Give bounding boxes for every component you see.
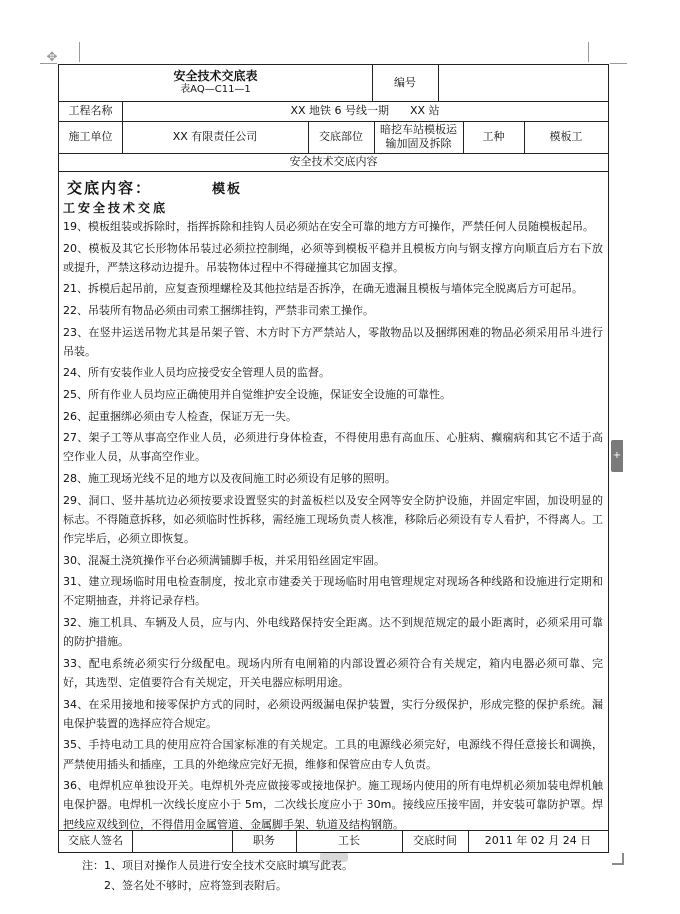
- presenter-signature-field[interactable]: [132, 830, 232, 852]
- project-name-label: 工程名称: [68, 104, 113, 117]
- table-notes: [82, 856, 353, 896]
- list-item: 19、模板组装或拆除时，指挥拆除和挂钩人员必须站在安全可靠的地方方可操作，严禁任何人员随模板起吊。: [63, 220, 594, 233]
- list-item: 27、架子工等从事高空作业人员，必须进行身体检查，不得使用患有高血压、心脏病、癫痫病和其它不适于高空作业人员，从事高空作业。: [63, 431, 603, 464]
- list-item: 21、拆模后起吊前，应复查预埋螺栓及其他拉结是否拆净，在确无遗漏且模板与墙体完全脱离后方可起吊。: [63, 282, 583, 296]
- expand-tab-icon[interactable]: +: [611, 440, 623, 472]
- crop-mark: [610, 63, 627, 64]
- trade-field[interactable]: 模板工: [549, 130, 583, 143]
- list-item: 28、施工现场光线不足的地方以及夜间施工时必须设有足够的照明。: [63, 471, 396, 485]
- number-field[interactable]: [438, 65, 608, 101]
- briefing-part-field[interactable]: 暗挖车站模板运输加固及拆除: [380, 123, 457, 150]
- content-section-title: 安全技术交底内容: [289, 155, 378, 168]
- list-item: 25、所有作业人员均应正确使用并自觉维护安全设施，保证安全设施的可靠性。: [63, 387, 451, 401]
- position-field[interactable]: 工长: [338, 834, 360, 847]
- list-item: 24、所有安装作业人员均应接受安全管理人员的监督。: [63, 366, 330, 380]
- content-heading-label: 交底内容：: [67, 179, 153, 197]
- briefing-time-field[interactable]: 2011 年 02 月 24 日: [484, 834, 592, 847]
- list-item: 22、吊装所有物品必须由司索工捆绑挂钩，严禁非司索工操作。: [63, 303, 374, 317]
- crop-mark: [79, 42, 80, 62]
- list-item: 30、混凝土浇筑操作平台必须满铺脚手板，并采用铅丝固定牢固。: [63, 553, 385, 567]
- table-title-block: [59, 65, 372, 101]
- list-item: 35、手持电动工具的使用应符合国家标准的有关规定。工具的电源线必须完好，电源线不得任意接长和调换，严禁使用插头和插座，工具的外绝缘应完好无损，维修和保管应由专人负责。: [63, 738, 603, 771]
- list-item: 26、起重捆绑必须由专人检查，保证万无一失。: [63, 409, 297, 423]
- briefing-content[interactable]: [63, 177, 603, 836]
- list-item: 29、洞口、竖井基坑边必须按要求设置竖实的封盖板栏以及安全网等安全防护设施，并固定牢固，加设明显的标志。不得随意拆移，如必须临时性拆移，需经施工现场负责人核准，移除后必须设有专人看护，不得离人。工作完毕后，必须立即恢复。: [63, 493, 603, 545]
- briefing-part-label: 交底部位: [319, 130, 363, 143]
- list-item: 36、电焊机应单独设开关。电焊机外壳应做接零或接地保护。施工现场内使用的所有电焊机必须加装电焊机触电保护器。电焊机一次线长度应小于 5m，二次线长度应小于 30m。接线应压接牢固，并安装可靠防护罩。焊把线应双线到位，不得借用金属管道、金属脚手架、轨道及结构钢筋。: [63, 779, 603, 831]
- table-resize-handle-icon[interactable]: [612, 853, 624, 865]
- section-title: 工安全技术交底: [63, 201, 169, 215]
- construction-unit-field[interactable]: XX 有限责任公司: [172, 130, 258, 143]
- briefing-time-label: 交底时间: [413, 834, 457, 847]
- list-item: 33、配电系统必须实行分级配电。现场内所有电闸箱的内部设置必须符合有关规定，箱内电器必须可靠、完好，其选型、定值要符合有关规定，开关电器应标明用途。: [63, 656, 603, 689]
- note-line: 2、签名处不够时，应将签到表附后。: [104, 879, 287, 892]
- table-title: 安全技术交底表: [173, 69, 258, 83]
- safety-briefing-table: [58, 64, 609, 853]
- project-name-field[interactable]: XX 地铁 6 号线一期 XX 站: [290, 104, 440, 117]
- position-label: 职务: [253, 834, 275, 847]
- crop-mark: [588, 42, 589, 62]
- form-number: 表AQ—C11—1: [180, 84, 251, 95]
- table-move-handle-icon[interactable]: ✥: [46, 50, 58, 65]
- list-item: 34、在采用接地和接零保护方式的同时，必须设两级漏电保护装置，实行分级保护，形成完整的保护系统。漏电保护装置的选择应符合规定。: [63, 697, 603, 730]
- list-item: 32、施工机具、车辆及人员，应与内、外电线路保持安全距离。达不到规范规定的最小距离时，必须采用可靠的防护措施。: [63, 615, 603, 649]
- note-line: 注：1、项目对操作人员进行安全技术交底时填写此表。: [82, 859, 353, 872]
- list-item: 20、模板及其它长形物体吊装过必须拉控制绳，必须等到模板平稳并且模板方向与钢支撑方向顺直后方右下放或提升，严禁这移动边提升。吊装物体过程中不得碰撞其它加固支撑。: [63, 241, 603, 274]
- content-heading: [63, 177, 603, 199]
- list-item: 31、建立现场临时用电检查制度，按北京市建委关于现场临时用电管理规定对现场各种线路和设施进行定期和不定期抽查，并将记录存档。: [63, 575, 603, 608]
- presenter-signature-label: 交底人签名: [68, 834, 123, 847]
- trade-label: 工种: [482, 130, 505, 143]
- content-heading-subject: 模板: [212, 182, 243, 197]
- list-item: 23、在竖井运送吊物尤其是吊架子管、木方时下方严禁站人，零散物品以及捆绑困难的物品必须采用吊斗进行吊装。: [63, 325, 603, 358]
- construction-unit-label: 施工单位: [68, 130, 113, 143]
- number-label: 编号: [394, 76, 416, 89]
